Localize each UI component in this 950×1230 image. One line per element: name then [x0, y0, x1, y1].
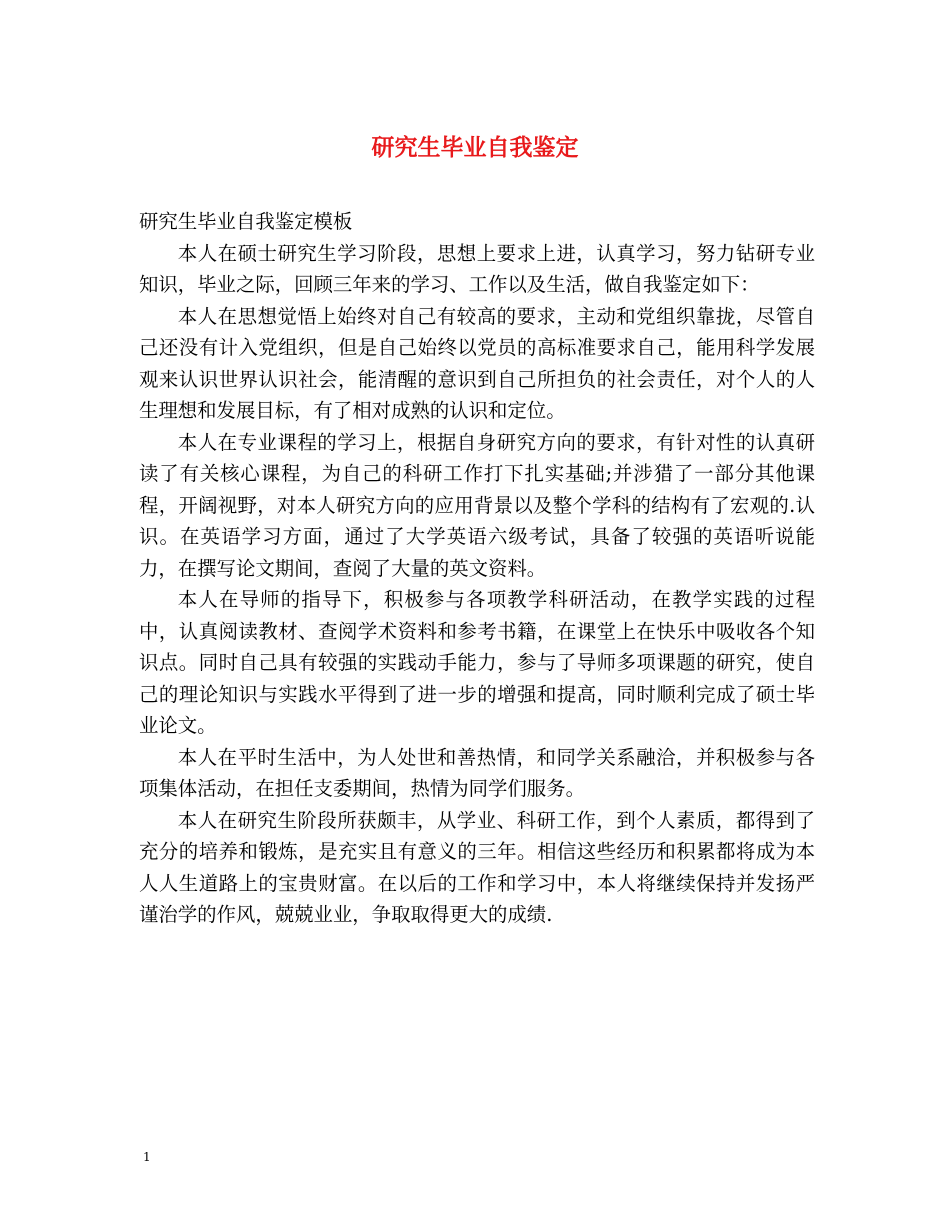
paragraph-conclusion: 本人在研究生阶段所获颇丰，从学业、科研工作，到个人素质，都得到了充分的培养和锻炼，是充实且有意义的三年。相信这些经历和积累都将成为本人人生道路上的宝贵财富。在以后的工作和学习中，本人将继续保持并发扬严谨治学的作风，兢兢业业，争取取得更大的成绩. [139, 808, 815, 926]
paragraph-life: 本人在平时生活中，为人处世和善热情，和同学关系融洽，并积极参与各项集体活动，在担任支委期间，热情为同学们服务。 [139, 745, 815, 800]
paragraph-research: 本人在导师的指导下，积极参与各项教学科研活动，在教学实践的过程中，认真阅读教材、查阅学术资料和参考书籍，在课堂上在快乐中吸收各个知识点。同时自己具有较强的实践动手能力，参与了导师多项课题的研究，使自己的理论知识与实践水平得到了进一步的增强和提高，同时顺利完成了硕士毕业论文。 [139, 588, 815, 737]
document-title: 研究生毕业自我鉴定 [371, 134, 579, 161]
page-number: 1 [143, 1150, 151, 1164]
document-body [139, 206, 815, 931]
paragraph-coursework: 本人在专业课程的学习上，根据自身研究方向的要求，有针对性的认真研读了有关核心课程，为自己的科研工作打下扎实基础;并涉猎了一部分其他课程，开阔视野，对本人研究方向的应用背景以及整个学科的结构有了宏观的.认识。在英语学习方面，通过了大学英语六级考试，具备了较强的英语听说能力，在撰写论文期间，查阅了大量的英文资料。 [139, 430, 815, 580]
document-subtitle: 研究生毕业自我鉴定模板 [139, 210, 353, 233]
paragraph-ideology: 本人在思想觉悟上始终对自己有较高的要求，主动和党组织靠拢，尽管自己还没有计入党组织，但是自己始终以党员的高标准要求自己，能用科学发展观来认识世界认识社会，能清醒的意识到自己所担负的社会责任，对个人的人生理想和发展目标，有了相对成熟的认识和定位。 [139, 304, 815, 422]
paragraph-intro: 本人在硕士研究生学习阶段，思想上要求上进，认真学习，努力钻研专业知识，毕业之际，回顾三年来的学习、工作以及生活，做自我鉴定如下： [139, 241, 815, 296]
